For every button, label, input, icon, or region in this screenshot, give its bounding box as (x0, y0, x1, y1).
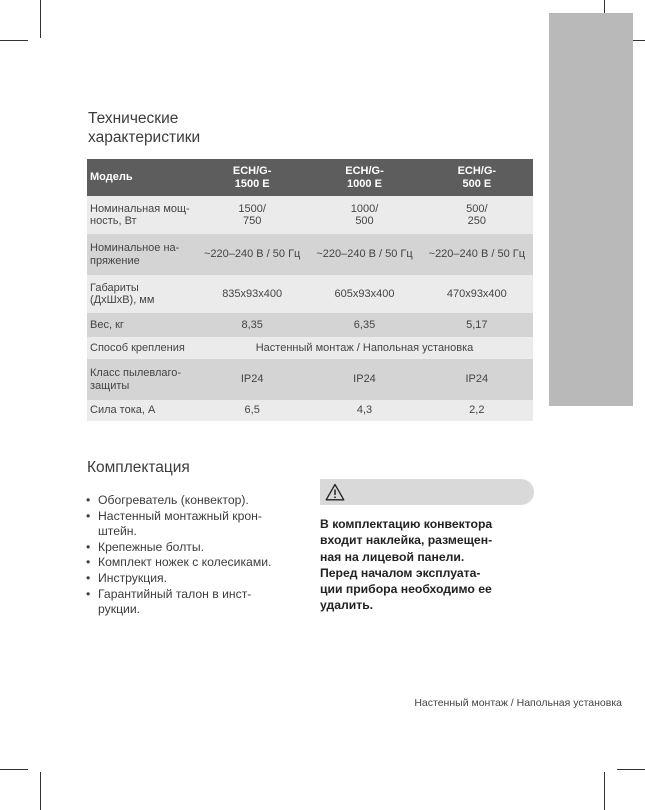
table-cell: 1000/ 500 (308, 196, 420, 234)
list-item: • Настенный монтажный крон- штейн. (85, 509, 305, 540)
warning-text (320, 516, 535, 614)
table-cell: Номинальное на- пряжение (87, 234, 196, 275)
table-header-row (87, 159, 533, 196)
page-title-line: характеристики (88, 129, 201, 146)
table-cell: ~220–240 В / 50 Гц (421, 234, 533, 275)
table-cell: ~220–240 В / 50 Гц (196, 234, 308, 275)
list-item: • Гарантийный талон в инст- рукции. (85, 587, 305, 618)
crop-mark (0, 769, 28, 770)
table-cell: Вес, кг (87, 313, 196, 337)
warning-line: удалить. (320, 598, 374, 613)
table-cell: 470x93x400 (421, 275, 533, 313)
table-row (87, 196, 533, 234)
table-cell: IP24 (421, 359, 533, 400)
footer-caption: Настенный монтаж / Напольная установка (414, 697, 622, 709)
list-item: • Комплект ножек с колесиками. (85, 555, 305, 571)
table-cell: Способ крепления (87, 337, 196, 359)
side-tab (549, 13, 633, 406)
warning-triangle-icon (325, 483, 345, 501)
table-cell: Настенный монтаж / Напольная установка (196, 337, 533, 359)
crop-mark (617, 769, 645, 770)
table-header-cell: ECH/G- 500 E (421, 159, 533, 196)
page-title (88, 109, 348, 147)
table-row (87, 275, 533, 313)
table-cell: 8,35 (196, 313, 308, 337)
list-item: • Крепежные болты. (85, 540, 305, 556)
table-header-cell: ECH/G- 1000 E (308, 159, 420, 196)
table-cell: 605x93x400 (308, 275, 420, 313)
table-cell: Габариты (ДхШхВ), мм (87, 275, 196, 313)
table-cell: 500/ 250 (421, 196, 533, 234)
table-header-cell: Модель (87, 159, 196, 196)
warning-line: Перед началом эксплуата- (320, 565, 481, 580)
table-cell: Класс пылевлаго- защиты (87, 359, 196, 400)
list-item: • Инструкция. (85, 571, 305, 587)
kit-heading: Комплектация (87, 459, 190, 476)
table-row (87, 337, 533, 359)
list-item: • Обогреватель (конвектор). (85, 493, 305, 509)
table-cell: 4,3 (308, 400, 420, 421)
table-cell: 1500/ 750 (196, 196, 308, 234)
table-cell: Номинальная мощ- ность, Вт (87, 196, 196, 234)
crop-mark (604, 772, 605, 810)
table-cell: 6,5 (196, 400, 308, 421)
warning-line: В комплектацию конвектора (320, 517, 493, 531)
table-cell: 6,35 (308, 313, 420, 337)
table-cell: 5,17 (421, 313, 533, 337)
crop-mark (0, 40, 28, 41)
table-cell: 835x93x400 (196, 275, 308, 313)
table-row (87, 400, 533, 421)
crop-mark (40, 772, 41, 810)
table-cell: IP24 (196, 359, 308, 400)
table-cell: Сила тока, А (87, 400, 196, 421)
table-row (87, 234, 533, 275)
warning-line: ции прибора необходимо ее (320, 582, 492, 597)
table-row (87, 359, 533, 400)
table-row (87, 313, 533, 337)
table-header-cell: ECH/G- 1500 E (196, 159, 308, 196)
table-cell: IP24 (308, 359, 420, 400)
warning-line: входит наклейка, размещен- (320, 533, 493, 548)
warning-bar (320, 479, 534, 505)
crop-mark (40, 0, 41, 38)
table-cell: ~220–240 В / 50 Гц (308, 234, 420, 275)
page-title-line: Технические (88, 110, 179, 127)
warning-line: ная на лицевой панели. (320, 549, 465, 564)
kit-list (85, 493, 305, 618)
spec-table (87, 159, 533, 421)
table-cell: 2,2 (421, 400, 533, 421)
